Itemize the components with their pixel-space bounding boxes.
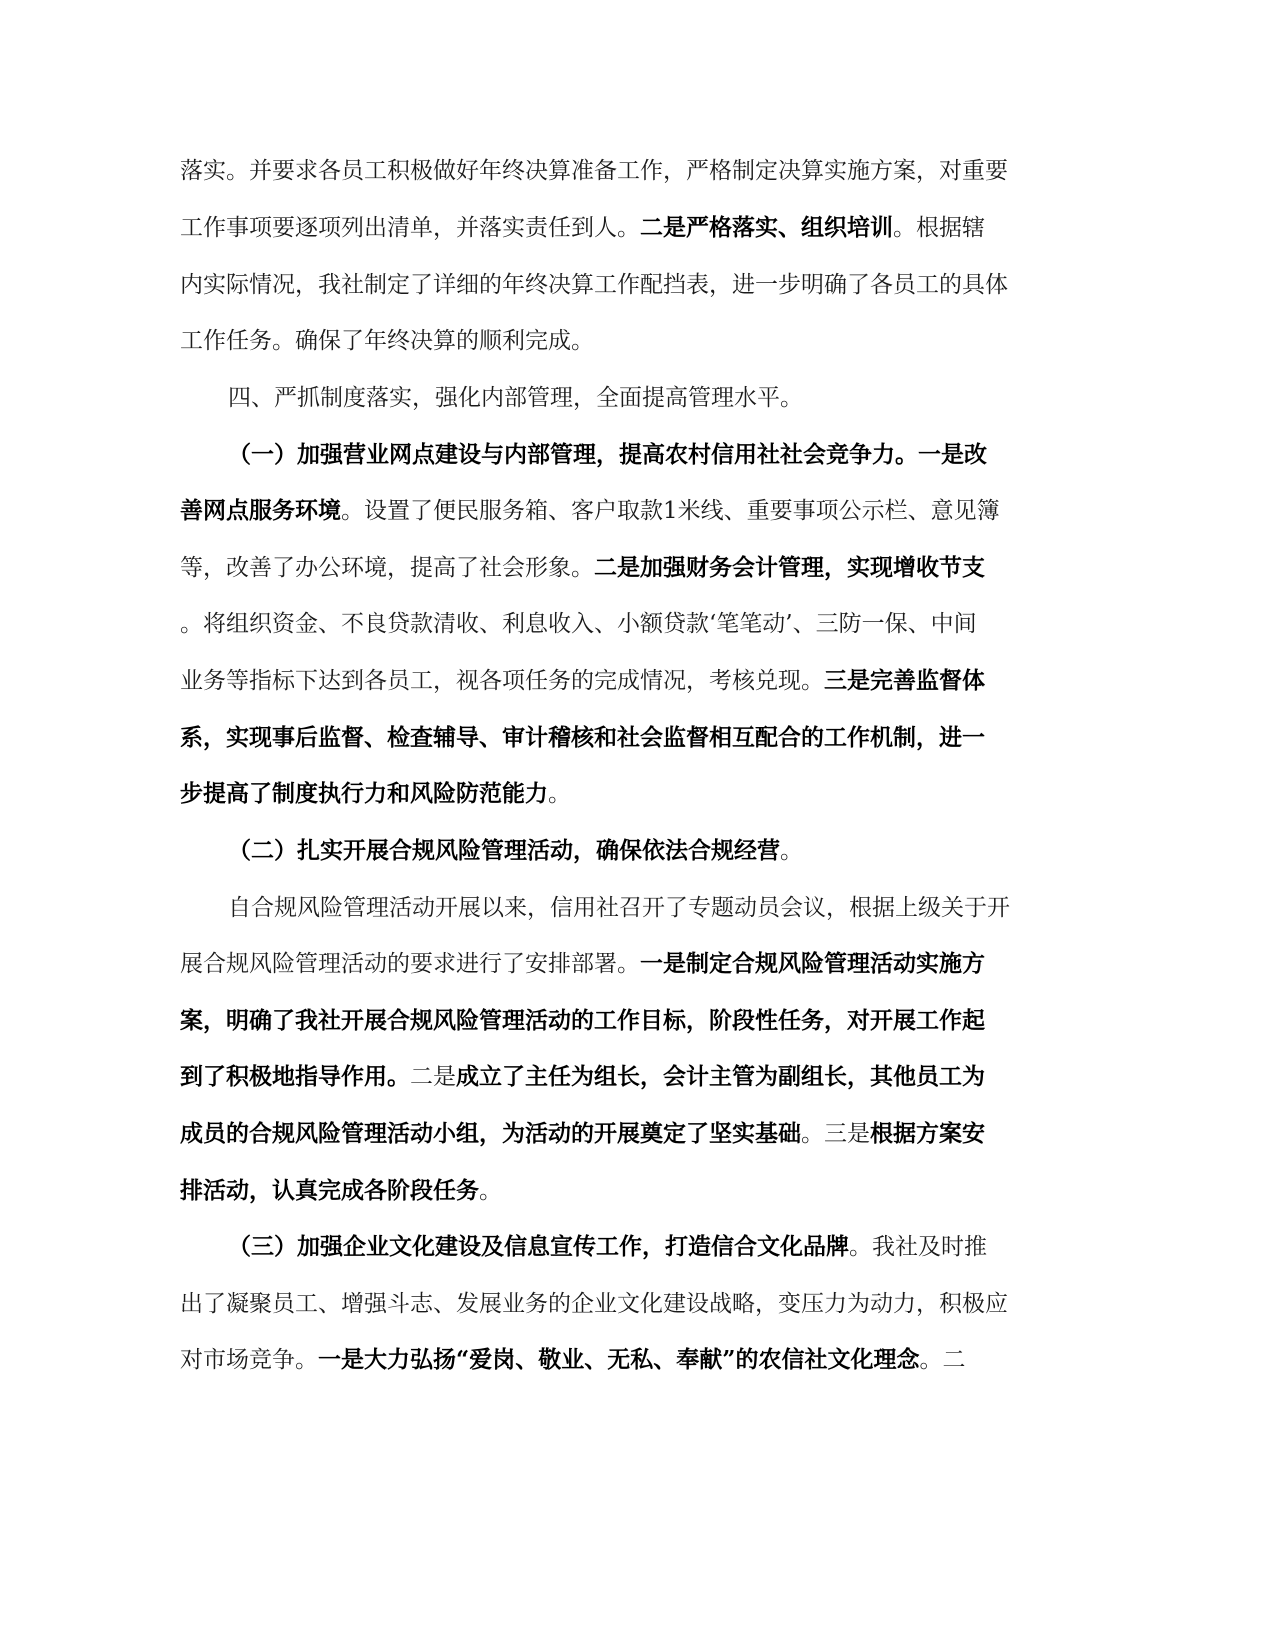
bold-text-run: 步提高了制度执行力和风险防范能力 — [180, 780, 548, 807]
text-run: 展合规风险管理活动的要求进行了安排部署。 — [180, 951, 640, 977]
text-line — [180, 1119, 985, 1149]
text-line — [228, 1232, 987, 1262]
bold-text-run: 到了积极地指导作用。 — [180, 1063, 410, 1090]
bold-text-run: 案，明确了我社开展合规风险管理活动的工作目标，阶段性任务，对开展工作起 — [180, 1007, 985, 1034]
bold-text-run: 成立了主任为组长，会计主管为副组长，其他员工为 — [456, 1063, 985, 1090]
text-run: 二是 — [410, 1064, 456, 1090]
text-run: 业务等指标下达到各员工，视各项任务的完成情况，考核兑现。 — [180, 668, 824, 694]
bold-text-run: （三）加强企业文化建设及信息宣传工作，打造信合文化品牌 — [228, 1233, 849, 1260]
text-line — [180, 326, 594, 356]
text-run: 工作任务。确保了年终决算的顺利完成。 — [180, 328, 594, 354]
text-line — [180, 1176, 502, 1206]
text-line — [228, 440, 987, 470]
text-run: 内实际情况，我社制定了详细的年终决算工作配挡表，进一步明确了各员工的具体 — [180, 272, 1008, 298]
text-line — [180, 156, 1008, 186]
text-line — [180, 553, 985, 583]
text-run: 落实。并要求各员工积极做好年终决算准备工作，严格制定决算实施方案，对重要 — [180, 158, 1008, 184]
bold-text-run: （二）扎实开展合规风险管理活动，确保依法合规经营 — [228, 837, 780, 864]
bold-text-run: 善网点服务环境 — [180, 497, 341, 524]
text-run: 。二 — [919, 1347, 966, 1373]
bold-text-run: 三是完善监督体 — [824, 667, 985, 694]
text-line — [180, 270, 1008, 300]
text-line — [180, 1062, 985, 1092]
text-line — [180, 1289, 1008, 1319]
text-run: 工作事项要逐项列出清单，并落实责任到人。 — [180, 215, 640, 241]
text-run: 四、严抓制度落实，强化内部管理，全面提高管理水平。 — [228, 385, 803, 411]
text-line — [180, 1345, 965, 1375]
text-line — [228, 383, 803, 413]
text-run: 。 — [479, 1178, 502, 1204]
bold-text-run: （一）加强营业网点建设与内部管理，提高农村信用社社会竞争力。一是改 — [228, 441, 987, 468]
text-line — [180, 1006, 985, 1036]
text-run: 。根据辖 — [893, 215, 985, 241]
text-run: 自合规风险管理活动开展以来，信用社召开了专题动员会议，根据上级关于开 — [228, 895, 1010, 921]
bold-text-run: 二是严格落实、组织培训 — [640, 214, 893, 241]
text-run: 对市场竞争。 — [180, 1347, 318, 1373]
text-line — [180, 213, 985, 243]
bold-text-run: 成员的合规风险管理活动小组，为活动的开展奠定了坚实基础 — [180, 1120, 801, 1147]
bold-text-run: 一是大力弘扬“爱岗、敬业、无私、奉献”的农信社文化理念 — [318, 1346, 920, 1373]
text-run: 。我社及时推 — [849, 1234, 987, 1260]
bold-text-run: 根据方案安 — [870, 1120, 985, 1147]
bold-text-run: 排活动，认真完成各阶段任务 — [180, 1177, 479, 1204]
text-run: 。 — [548, 781, 571, 807]
text-line — [180, 609, 977, 639]
text-run: 等，改善了办公环境，提高了社会形象。 — [180, 555, 594, 581]
text-run: 。设置了便民服务箱、客户取款1米线、重要事项公示栏、意见簿 — [341, 498, 1000, 524]
text-line — [180, 666, 985, 696]
text-run: 。三是 — [801, 1121, 870, 1147]
text-line — [180, 496, 1000, 526]
text-line — [228, 893, 1010, 923]
text-run: 。 — [780, 838, 803, 864]
text-line — [180, 949, 985, 979]
text-line — [180, 779, 571, 809]
text-run: 出了凝聚员工、增强斗志、发展业务的企业文化建设战略，变压力为动力，积极应 — [180, 1291, 1008, 1317]
text-line — [228, 836, 803, 866]
bold-text-run: 二是加强财务会计管理，实现增收节支 — [594, 554, 985, 581]
bold-text-run: 一是制定合规风险管理活动实施方 — [640, 950, 985, 977]
text-line — [180, 723, 985, 753]
text-run: 。将组织资金、不良贷款清收、利息收入、小额贷款‘笔笔动’、三防一保、中间 — [180, 611, 977, 637]
bold-text-run: 系，实现事后监督、检查辅导、审计稽核和社会监督相互配合的工作机制，进一 — [180, 724, 985, 751]
